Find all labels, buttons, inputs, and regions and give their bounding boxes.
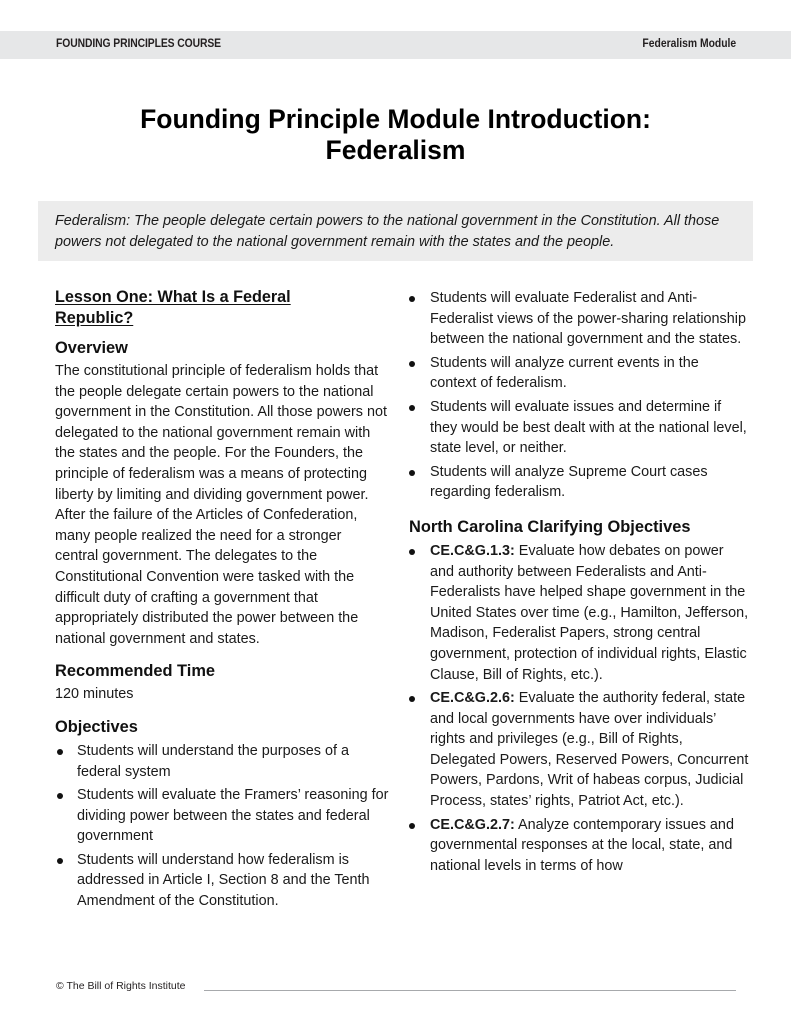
standard-text: Evaluate the authority federal, state and local governments have over individuals’ rights and privileges (e.g., Bill of Rights, Delegated Powers, Reserved Powers, Concurrent Powers, Pardons, Writ of habeas corpus, Judicial Process, states’ rights, Patriot Act, etc.). bbox=[430, 690, 749, 810]
nc-objectives-heading: North Carolina Clarifying Objectives bbox=[409, 517, 691, 536]
definition-text: Federalism: The people delegate certain powers to the national government in the Constitution. All those powers not delegated to the national government remain with the states and the people. bbox=[55, 213, 720, 250]
objective-item bbox=[55, 850, 390, 912]
overview-heading: Overview bbox=[55, 339, 128, 357]
objective-item bbox=[409, 353, 749, 394]
recommended-time-value: 120 minutes bbox=[55, 686, 134, 703]
objective-item bbox=[409, 397, 749, 459]
running-header bbox=[0, 31, 791, 59]
nc-objective-item bbox=[409, 541, 749, 685]
lesson-title-line1: Lesson One: What Is a Federal bbox=[55, 288, 291, 306]
page-title bbox=[0, 104, 791, 166]
objective-item bbox=[55, 785, 390, 847]
nc-objectives-list bbox=[409, 541, 749, 877]
module-name: Federalism Module bbox=[642, 38, 736, 50]
objective-item bbox=[55, 741, 390, 782]
objective-item bbox=[409, 288, 749, 350]
objective-item bbox=[409, 462, 749, 503]
copyright-text: © The Bill of Rights Institute bbox=[56, 980, 190, 992]
bullet-icon bbox=[57, 749, 63, 755]
bullet-icon bbox=[409, 296, 415, 302]
lesson-title bbox=[55, 287, 390, 329]
page-title-line1: Founding Principle Module Introduction: bbox=[140, 104, 651, 134]
course-name: FOUNDING PRINCIPLES COURSE bbox=[56, 38, 222, 50]
standard-text: Evaluate how debates on power and authority between Federalists and Anti-Federalists have helped shape government in the United States over time (e.g., Hamilton, Jefferson, Madison, Federalist Papers, strong central government, protection of individual rights, Elastic Clause, Bill of Rights, etc.). bbox=[430, 542, 749, 683]
left-column bbox=[55, 287, 390, 915]
bullet-icon bbox=[409, 549, 415, 555]
objectives-list-continued bbox=[409, 288, 749, 503]
objective-text: Students will understand the purposes of a federal system bbox=[77, 742, 349, 780]
bullet-icon bbox=[57, 793, 63, 799]
standard-code: CE.C&G.2.7: bbox=[430, 816, 515, 833]
definition-callout bbox=[38, 201, 753, 261]
footer-rule bbox=[204, 990, 736, 991]
standard-code: CE.C&G.2.6: bbox=[430, 690, 515, 707]
bullet-icon bbox=[409, 405, 415, 411]
bullet-icon bbox=[409, 823, 415, 829]
objective-text: Students will evaluate the Framers’ reasoning for dividing power between the states and federal government bbox=[77, 787, 389, 845]
overview-text: The constitutional principle of federalism holds that the people delegate certain powers to the national government in the Constitution. All those powers not delegated to the national government remain with the states and the people. For the Founders, the principle of federalism was a means of protecting liberty by limiting and dividing government power. After the failure of the Articles of Confederation, many people realized the need for a stronger central government. The delegates to the Constitutional Convention were tasked with the difficult duty of crafting a government that appropriately distributed the power between the national government and states. bbox=[55, 363, 387, 647]
objective-text: Students will evaluate Federalist and Anti-Federalist views of the power-sharing relationship between the national government and the states. bbox=[430, 290, 746, 348]
standard-code: CE.C&G.1.3: bbox=[430, 542, 515, 559]
objectives-list bbox=[55, 741, 390, 912]
bullet-icon bbox=[57, 858, 63, 864]
objective-text: Students will analyze Supreme Court cases regarding federalism. bbox=[430, 463, 708, 501]
recommended-time-heading: Recommended Time bbox=[55, 662, 216, 681]
bullet-icon bbox=[409, 361, 415, 367]
standard-text: Analyze contemporary issues and governmental responses at the local, state, and national levels in terms of how bbox=[430, 816, 734, 874]
bullet-icon bbox=[409, 470, 415, 476]
page-title-line2: Federalism bbox=[325, 135, 466, 165]
objective-text: Students will analyze current events in the context of federalism. bbox=[430, 354, 699, 392]
bullet-icon bbox=[409, 696, 415, 702]
objective-text: Students will understand how federalism is addressed in Article I, Section 8 and the Tenth Amendment of the Constitution. bbox=[77, 851, 370, 910]
page-footer bbox=[56, 980, 736, 994]
nc-objective-item bbox=[409, 688, 749, 812]
lesson-title-line2: Republic? bbox=[55, 309, 134, 327]
objectives-heading: Objectives bbox=[55, 717, 138, 736]
nc-objective-item bbox=[409, 815, 749, 877]
objective-text: Students will evaluate issues and determine if they would be best dealt with at the national level, state level, or neither. bbox=[430, 398, 747, 457]
right-column bbox=[409, 288, 749, 879]
